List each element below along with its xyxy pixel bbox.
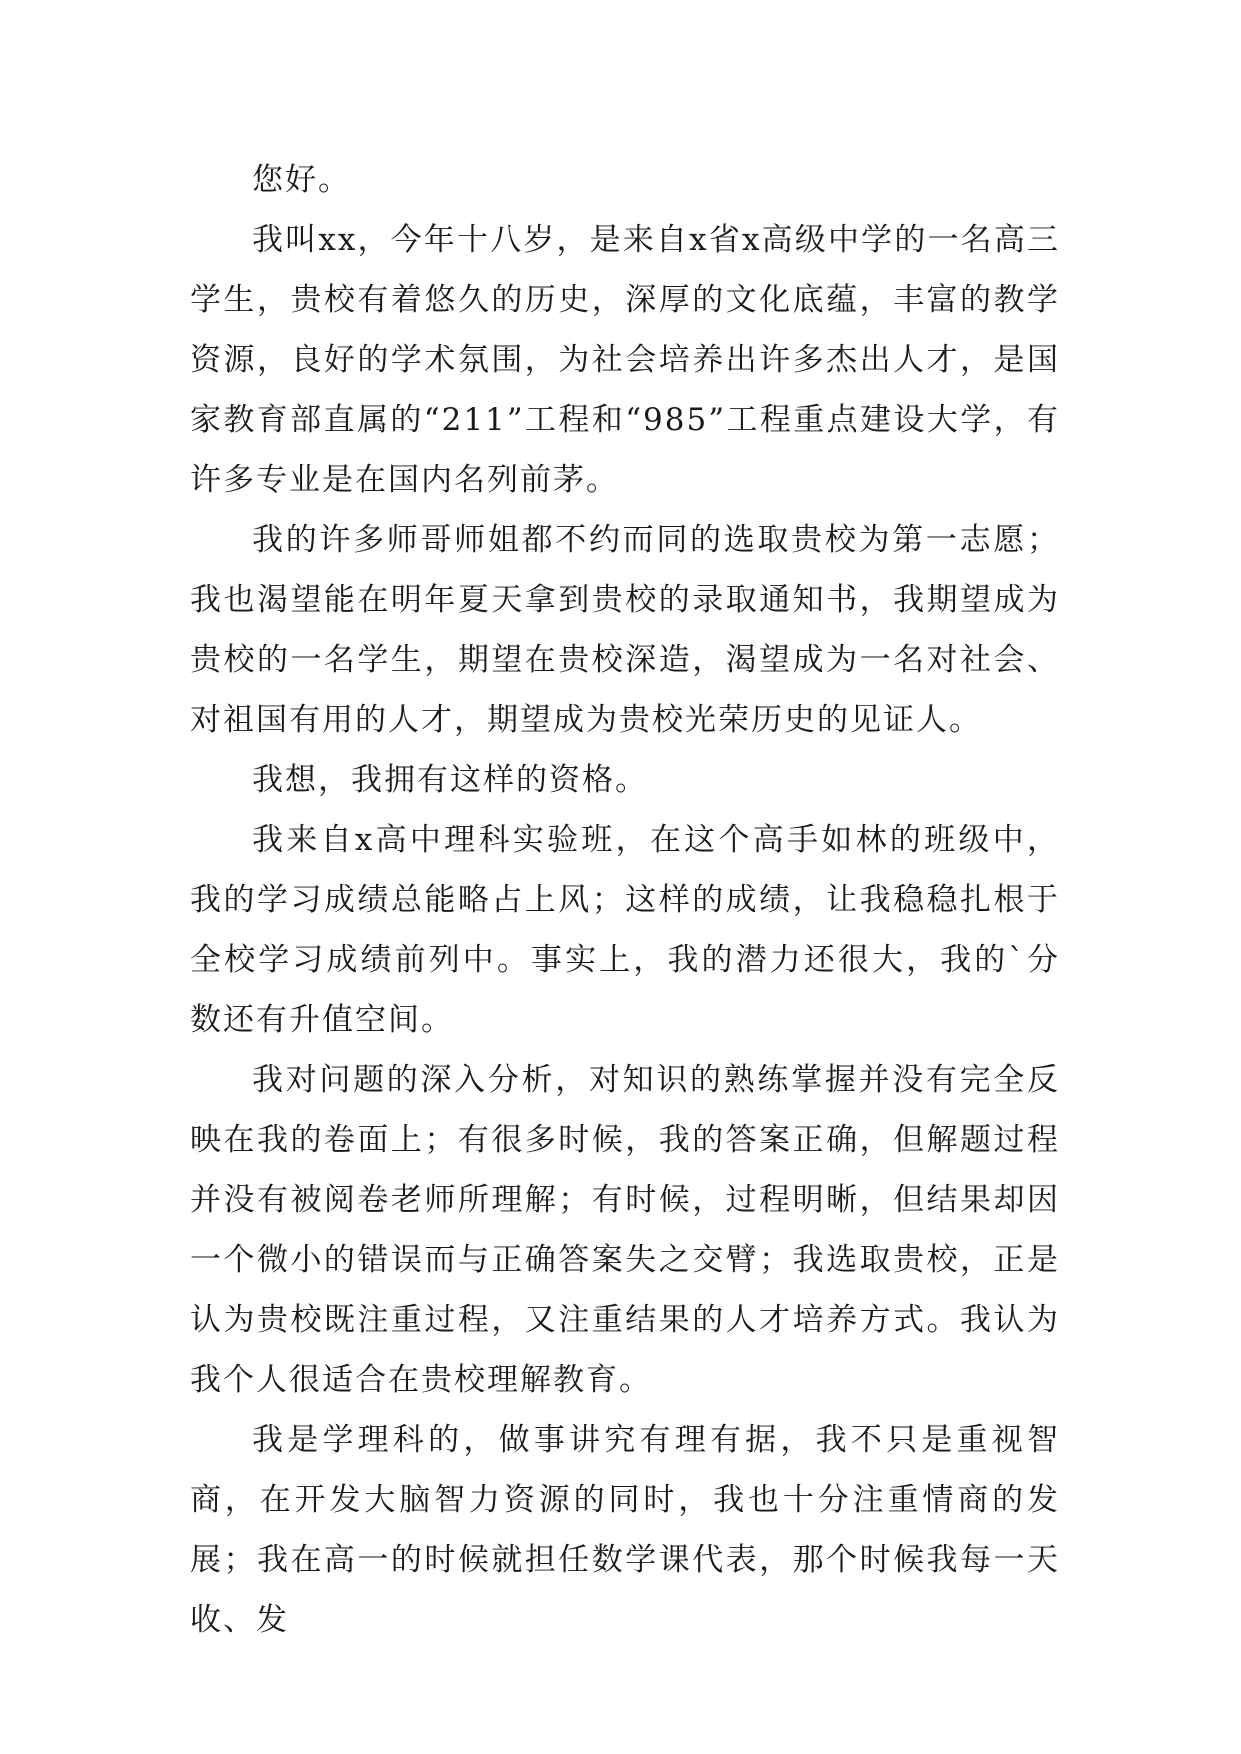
paragraph-introduction: 我叫xx，今年十八岁，是来自x省x高级中学的一名高三学生，贵校有着悠久的历史，深厚的文化底蕴，丰富的教学资源，良好的学术氛围，为社会培养出许多杰出人才，是国家教育部直属的“211”工程和“985”工程重点建设大学，有许多专业是在国内名列前茅。 bbox=[190, 222, 1060, 498]
paragraph-academics: 我来自x高中理科实验班，在这个高手如林的班级中，我的学习成绩总能略占上风；这样的成绩，让我稳稳扎根于全校学习成绩前列中。事实上，我的潜力还很大，我的`分数还有升值空间。 bbox=[190, 822, 1060, 1038]
paragraph-aspiration: 我的许多师哥师姐都不约而同的选取贵校为第一志愿；我也渴望能在明年夏天拿到贵校的录取通知书，我期望成为贵校的一名学生，期望在贵校深造，渴望成为一名对社会、对祖国有用的人才，期望成为贵校光荣历史的见证人。 bbox=[190, 522, 1060, 738]
paragraph-analysis: 我对问题的深入分析，对知识的熟练掌握并没有完全反映在我的卷面上；有很多时候，我的答案正确，但解题过程并没有被阅卷老师所理解；有时候，过程明晰，但结果却因一个微小的错误而与正确答案失之交臂；我选取贵校，正是认为贵校既注重过程，又注重结果的人才培养方式。我认为我个人很适合在贵校理解教育。 bbox=[190, 1062, 1060, 1398]
paragraph-character: 我是学理科的，做事讲究有理有据，我不只是重视智商，在开发大脑智力资源的同时，我也十分注重情商的发展；我在高一的时候就担任数学课代表，那个时候我每一天收、发 bbox=[190, 1422, 1060, 1638]
paragraph-greeting: 您好。 bbox=[252, 162, 351, 198]
paragraph-qualification: 我想，我拥有这样的资格。 bbox=[252, 762, 648, 798]
document-body bbox=[190, 150, 1060, 1650]
